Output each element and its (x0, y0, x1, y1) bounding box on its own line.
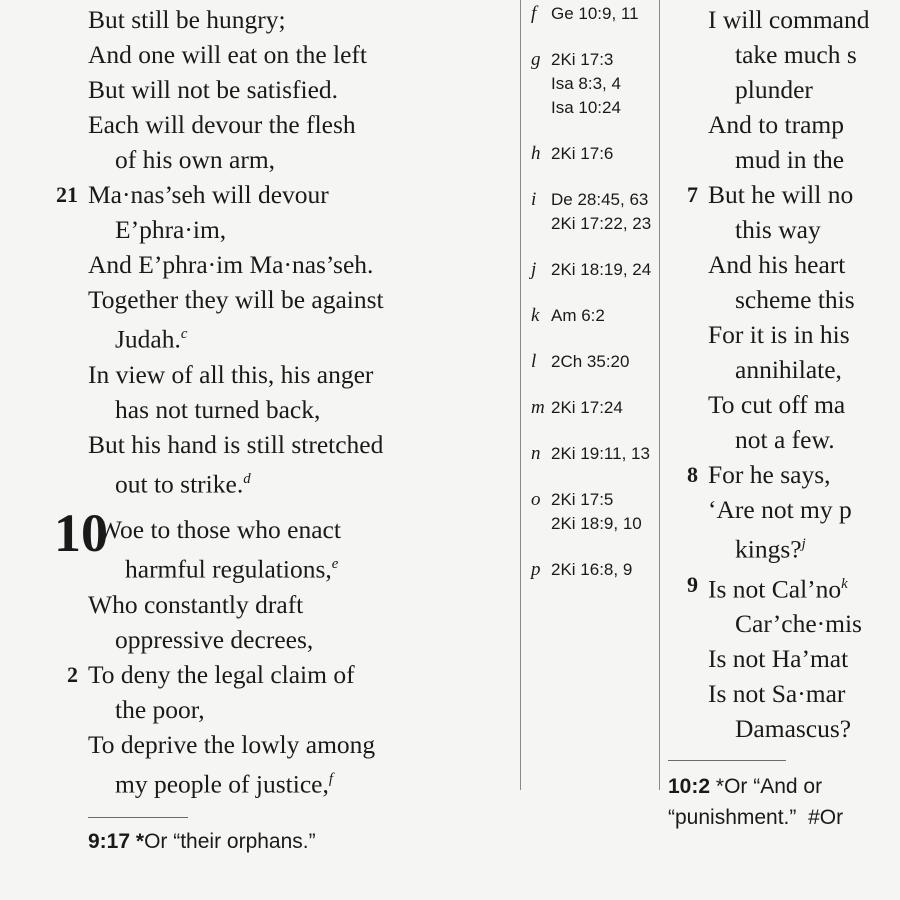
verse-text: Each will devour the flesh (88, 110, 356, 139)
verse-line (668, 676, 900, 711)
verse-number: 21 (56, 182, 78, 207)
verse-text: Is not Ha’mat (708, 644, 849, 673)
verse-text: mud in the (735, 145, 845, 174)
verse-line (668, 641, 900, 676)
reference-citations (551, 350, 629, 374)
verse-text-wrap (88, 317, 520, 357)
verse-line (668, 492, 900, 527)
verse-line (668, 142, 900, 177)
verse-text: take much s (735, 40, 857, 69)
reference-block[interactable] (521, 350, 659, 374)
verse-line (668, 282, 900, 317)
verse-line (40, 657, 520, 692)
verse-line (40, 282, 520, 317)
verse-text: But he will no (708, 180, 854, 209)
verse-line (40, 357, 520, 392)
verse-text: But will not be satisfied. (88, 75, 339, 104)
verse-text: To deny the legal claim of (88, 659, 355, 689)
chapter-second-line: harmful regulations, (125, 554, 332, 584)
reference-block[interactable] (521, 396, 659, 420)
verse-line (668, 711, 900, 746)
reference-citation[interactable]: De 28:45, 63 (551, 190, 649, 209)
reference-citation[interactable]: 2Ki 17:24 (551, 398, 623, 417)
verse-line (668, 107, 900, 142)
reference-citation[interactable]: 2Ch 35:20 (551, 352, 630, 371)
chapter-opening (40, 503, 520, 587)
cross-reference-marker[interactable]: e (331, 556, 339, 572)
verse-line (40, 392, 520, 427)
verse-text-wrap (708, 527, 900, 567)
verse-line (40, 692, 520, 727)
reference-citation[interactable]: Isa 8:3, 4 (551, 74, 621, 93)
verse-text: Who constantly draft (88, 589, 304, 619)
cross-reference-marker[interactable]: j (801, 536, 806, 552)
verse-line (40, 37, 520, 72)
reference-citations (551, 188, 651, 236)
verse-text: To cut off ma (708, 390, 846, 419)
verse-line (668, 247, 900, 282)
verse-text: In view of all this, his anger (88, 359, 374, 389)
footnote-verse-reference: 9:17 (88, 830, 131, 853)
verse-line (668, 177, 900, 212)
reference-citation[interactable]: 2Ki 17:6 (551, 144, 614, 163)
verse-text: For it is in his (708, 320, 850, 349)
reference-citations (551, 258, 651, 282)
verse-line (40, 247, 520, 282)
reference-citation[interactable]: 2Ki 17:5 (551, 490, 614, 509)
verse-line (40, 72, 520, 107)
verse-line (40, 462, 520, 502)
reference-block[interactable] (521, 2, 659, 26)
reference-block[interactable] (521, 304, 659, 328)
verse-text: Car’che·mis (735, 609, 862, 638)
reference-citation[interactable]: 2Ki 16:8, 9 (551, 560, 633, 579)
reference-citations (551, 442, 650, 466)
verse-text: ‘Are not my p (708, 495, 852, 524)
reference-block[interactable] (521, 188, 659, 236)
verse-line (668, 212, 900, 247)
reference-letter: m (531, 397, 545, 418)
reference-citations (551, 142, 613, 166)
reference-citation[interactable]: 2Ki 18:9, 10 (551, 514, 642, 533)
cross-reference-marker[interactable]: d (243, 470, 251, 487)
verse-number: 9 (687, 571, 698, 597)
footnote (668, 771, 900, 802)
reference-letter: i (531, 189, 537, 210)
verse-line (668, 567, 900, 607)
verse-text: the poor, (115, 694, 205, 724)
reference-citation[interactable]: 2Ki 17:22, 23 (551, 214, 652, 233)
verse-text: For he says, (708, 460, 831, 489)
footnote-text: Or “their orphans.” (144, 830, 316, 853)
reference-letter: l (531, 351, 537, 372)
verse-line (668, 37, 900, 72)
verse-text: Together they will be against (88, 285, 384, 314)
cross-reference-column (520, 0, 660, 790)
verse-text: E’phra·im, (115, 215, 227, 244)
reference-block[interactable] (521, 558, 659, 582)
verse-line (40, 177, 520, 212)
verse-text: oppressive decrees, (115, 624, 314, 654)
verse-line (40, 212, 520, 247)
reference-letter: p (531, 559, 541, 580)
verse-line (40, 107, 520, 142)
footnote-verse-reference: 10:2 (668, 775, 711, 798)
verse-text: Is not Cal’no (708, 574, 842, 603)
reference-citations (551, 48, 621, 120)
reference-block[interactable] (521, 142, 659, 166)
verse-line (668, 72, 900, 107)
reference-citations (551, 304, 605, 328)
reference-citations (551, 2, 639, 26)
reference-citation[interactable]: Isa 10:24 (551, 98, 621, 117)
reference-citation[interactable]: Ge 10:9, 11 (551, 4, 639, 23)
right-text-column (660, 0, 900, 829)
verse-text: And his heart (708, 250, 846, 279)
reference-citations (551, 396, 623, 420)
verse-line (40, 317, 520, 357)
cross-reference-marker[interactable]: k (841, 575, 848, 592)
verse-line (40, 762, 520, 802)
footnote-symbol-secondary: # (808, 806, 820, 829)
footnote (88, 828, 520, 856)
reference-letter: j (531, 259, 537, 280)
verse-number: 8 (687, 462, 698, 487)
verse-line (668, 527, 900, 567)
verse-line (40, 727, 520, 762)
reference-block[interactable] (521, 48, 659, 120)
reference-letter: h (531, 143, 541, 164)
reference-letter: k (531, 305, 540, 326)
verse-text: And one will eat on the left (88, 40, 368, 69)
verse-text: this way (735, 215, 821, 244)
reference-block[interactable] (521, 258, 659, 282)
verse-line (668, 457, 900, 492)
verse-text: plunder (735, 75, 813, 104)
chapter-number: 10 (54, 503, 108, 563)
verse-line (40, 2, 520, 37)
verse-line (668, 606, 900, 641)
verse-text: But still be hungry; (88, 5, 286, 34)
cross-reference-marker[interactable]: c (180, 326, 188, 342)
verse-text-wrap (88, 462, 520, 502)
footnote-symbol: * (715, 775, 725, 798)
reference-citation[interactable]: 2Ki 17:3 (551, 50, 614, 69)
verse-text: kings? (735, 534, 802, 564)
reference-letter: n (531, 443, 541, 464)
verse-text: my people of justice, (115, 769, 329, 798)
verse-text-wrap (88, 762, 520, 802)
verse-text: has not turned back, (115, 394, 321, 424)
verse-line (668, 317, 900, 352)
footnote-text-secondary: Or (819, 806, 844, 829)
verse-text: And E’phra·im Ma·nas’seh. (88, 250, 374, 279)
verse-text: Is not Sa·mar (708, 679, 846, 708)
footnote-divider (668, 760, 786, 761)
verse-text: To deprive the lowly among (88, 729, 376, 759)
verse-text: And to tramp (708, 110, 844, 139)
reference-citations (551, 488, 642, 536)
chapter-first-line: Woe to those who enact (98, 515, 341, 544)
verse-text: I will command (708, 5, 870, 34)
reference-letter: o (531, 489, 541, 510)
verse-text: not a few. (735, 425, 835, 454)
verse-text: out to strike. (115, 469, 244, 498)
cross-reference-marker[interactable]: f (328, 770, 333, 787)
reference-citation[interactable]: 2Ki 19:11, 13 (551, 444, 650, 463)
verse-text-wrap (708, 567, 900, 607)
verse-line (40, 427, 520, 462)
verse-line (668, 387, 900, 422)
verse-text: annihilate, (735, 355, 842, 384)
verse-number: 2 (67, 661, 78, 687)
verse-text: scheme this (735, 285, 855, 314)
verse-line (40, 587, 520, 622)
verse-line (668, 352, 900, 387)
footnote-text: Or “And or (724, 775, 823, 798)
reference-citations (551, 558, 632, 582)
verse-text: Judah. (115, 324, 181, 354)
reference-block[interactable] (521, 488, 659, 536)
footnote-divider (88, 817, 188, 818)
verse-text: of his own arm, (115, 145, 276, 174)
verse-text: Damascus? (735, 714, 852, 743)
footnote-symbol: * (135, 830, 145, 853)
verse-line (668, 422, 900, 457)
verse-line (668, 2, 900, 37)
footnote-text-continued: “punishment.” (668, 806, 797, 829)
reference-letter: g (531, 49, 541, 70)
verse-line (40, 622, 520, 657)
verse-text: But his hand is still stretched (88, 429, 384, 459)
reference-block[interactable] (521, 442, 659, 466)
verse-line (40, 142, 520, 177)
reference-citation[interactable]: Am 6:2 (551, 306, 605, 325)
verse-number: 7 (687, 182, 698, 207)
reference-citation[interactable]: 2Ki 18:19, 24 (551, 260, 652, 279)
reference-letter: f (531, 3, 537, 24)
chapter-second-line-wrap (98, 547, 520, 587)
verse-text: Ma·nas’seh will devour (88, 180, 329, 209)
footnote-continued (668, 802, 900, 833)
chapter-opening-text (98, 507, 520, 587)
